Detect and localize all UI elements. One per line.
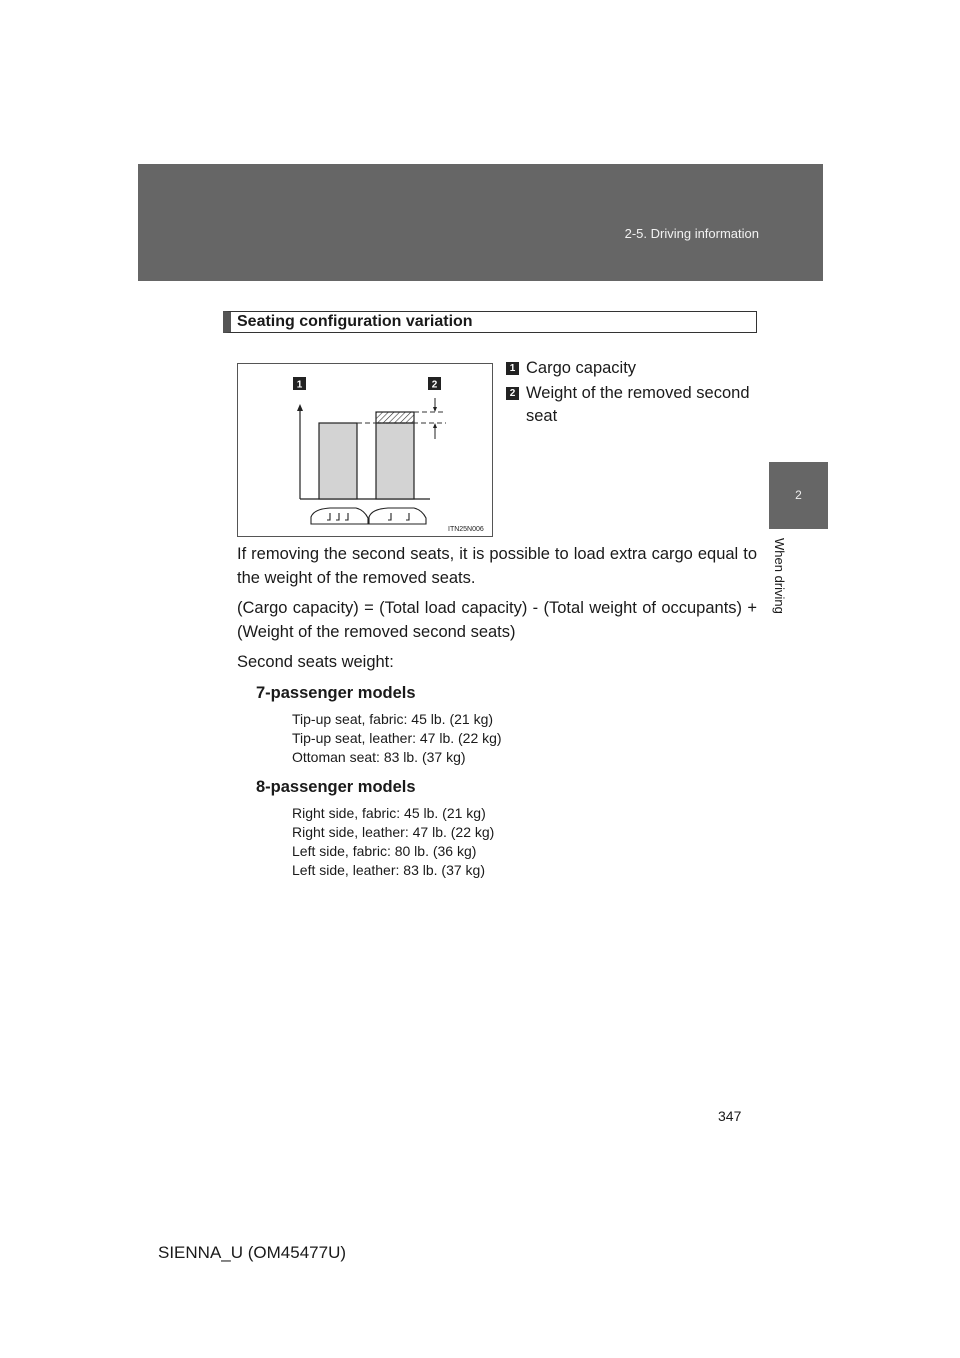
list-item: Tip-up seat, fabric: 45 lb. (21 kg) — [292, 711, 494, 727]
chapter-label: When driving — [772, 538, 787, 614]
section-heading: Seating configuration variation — [223, 311, 757, 333]
bar-seats-removed — [376, 423, 414, 499]
manual-footer: SIENNA_U (OM45477U) — [158, 1243, 347, 1262]
paragraph-capacity-formula: (Cargo capacity) = (Total load capacity) - (Total weight of occupants) + (Weight of the removed second seats) — [237, 599, 757, 641]
legend-badge-2: 2 — [506, 387, 519, 400]
paragraph-extra-cargo: If removing the second seats, it is possible to load extra cargo equal to the weight of the removed seats. — [237, 545, 757, 587]
list-item: Left side, fabric: 80 lb. (36 kg) — [292, 843, 477, 859]
bar-extra-cargo — [376, 412, 414, 423]
capacity-diagram — [238, 364, 492, 536]
header-band — [138, 164, 823, 281]
section-title: 2-5. Driving information — [624, 226, 759, 241]
legend-text-2: Weight of the removed second seat — [526, 384, 750, 425]
dimension-arrowhead-bottom — [433, 423, 437, 428]
subhead-8-passenger: 8-passenger models — [256, 778, 416, 796]
figure-code: ITN25N006 — [448, 526, 484, 533]
legend-text-1: Cargo capacity — [526, 359, 637, 377]
bar-with-seats — [319, 423, 357, 499]
badge-1-label: 1 — [296, 379, 303, 391]
list-7-passenger — [292, 710, 502, 767]
cargo-capacity-illustration — [237, 363, 493, 537]
paragraph-seats-weight: Second seats weight: — [237, 653, 394, 671]
dimension-arrowhead-top — [433, 407, 437, 412]
van-icon-two-rows — [369, 508, 426, 524]
chapter-tab: 2 — [769, 462, 828, 529]
list-item: Left side, leather: 83 lb. (37 kg) — [292, 862, 485, 878]
list-8-passenger — [292, 804, 494, 880]
page-number: 347 — [718, 1108, 742, 1124]
legend-item-1 — [506, 357, 761, 380]
list-item: Ottoman seat: 83 lb. (37 kg) — [292, 749, 466, 765]
legend-item-2 — [506, 382, 761, 428]
van-icon-three-rows — [311, 508, 368, 524]
badge-2-label: 2 — [431, 379, 438, 391]
subhead-7-passenger: 7-passenger models — [256, 684, 416, 702]
legend-badge-1: 1 — [506, 362, 519, 375]
list-item: Right side, leather: 47 lb. (22 kg) — [292, 824, 495, 840]
list-item: Right side, fabric: 45 lb. (21 kg) — [292, 805, 486, 821]
list-item: Tip-up seat, leather: 47 lb. (22 kg) — [292, 730, 502, 746]
y-axis-arrow — [297, 404, 303, 411]
figure-legend — [506, 357, 761, 430]
